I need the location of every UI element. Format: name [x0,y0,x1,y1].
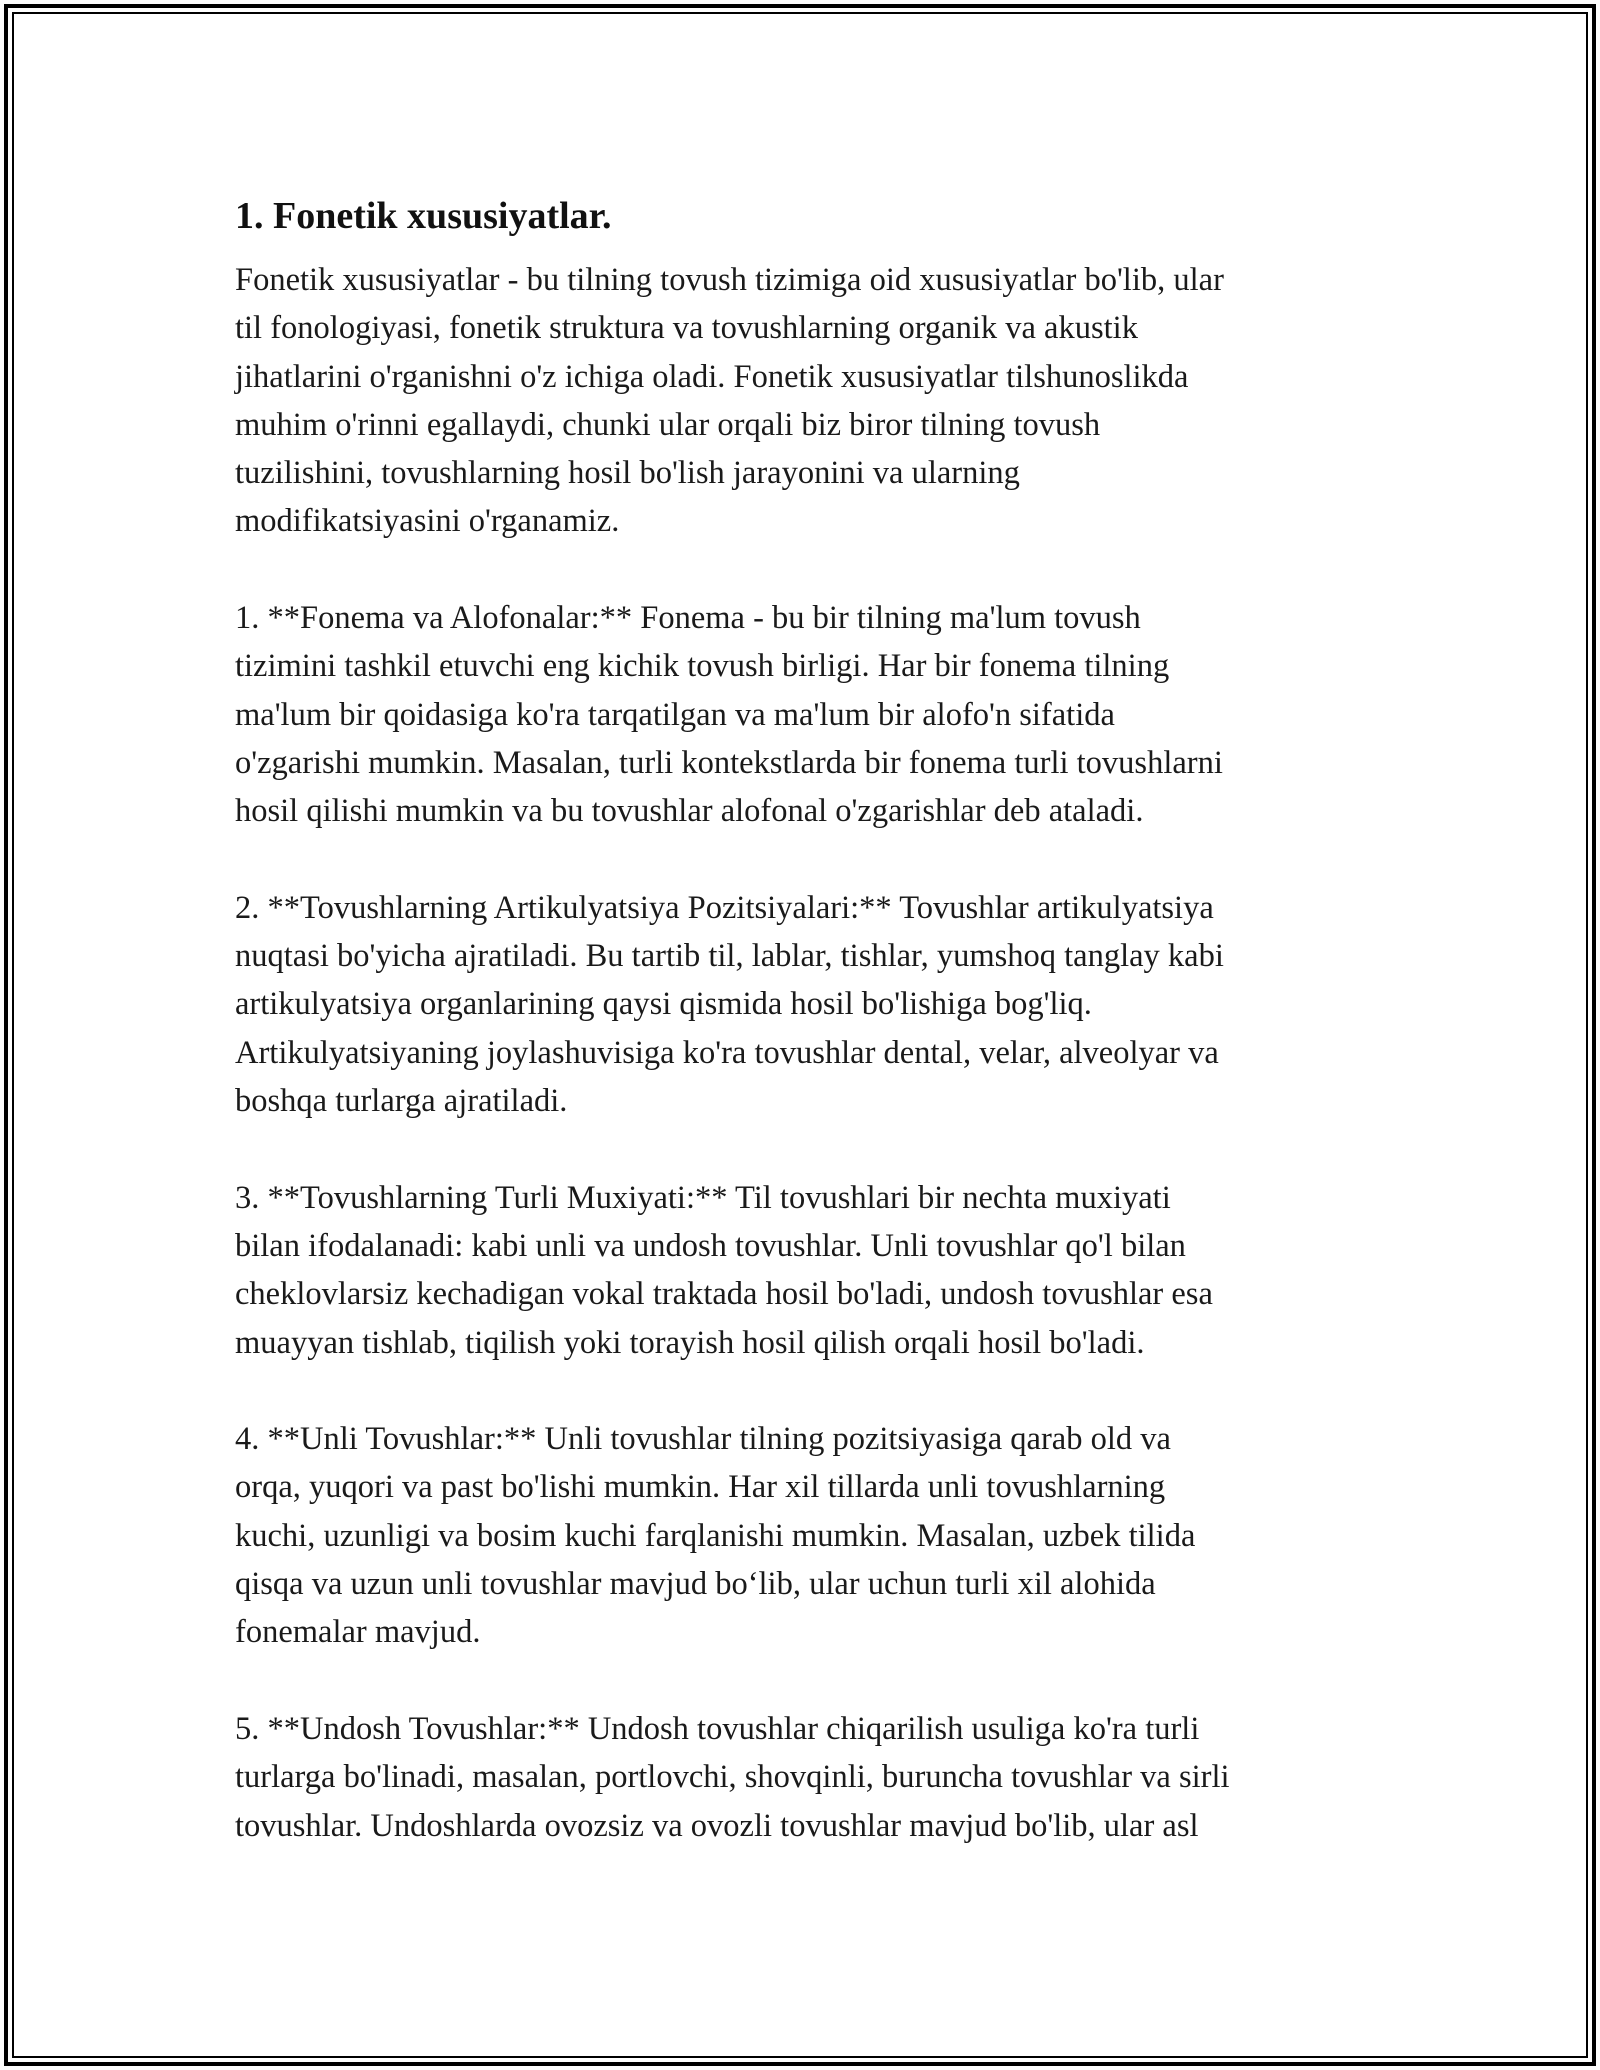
text-line: bilan ifodalanadi: kabi unli va undosh tovushlar. Unli tovushlar qo'l bilan [235,1227,1186,1264]
paragraph-artikulyatsiya [235,884,1365,1125]
paragraph-undosh [235,1705,1365,1850]
text-line: muayyan tishlab, tiqilish yoki torayish hosil qilish orqali hosil bo'ladi. [235,1324,1145,1361]
paragraph-unli [235,1415,1365,1656]
text-line: turlarga bo'linadi, masalan, portlovchi, shovqinli, buruncha tovushlar va sirli [235,1759,1230,1796]
text-line: modifikatsiyasini o'rganamiz. [235,503,620,540]
section-heading: 1. Fonetik xususiyatlar. [235,195,612,237]
text-line: cheklovlarsiz kechadigan vokal traktada hosil bo'ladi, undosh tovushlar esa [235,1276,1213,1313]
text-line: fonemalar mavjud. [235,1614,481,1651]
text-line: Artikulyatsiyaning joylashuvisiga ko'ra tovushlar dental, velar, alveolyar va [235,1034,1219,1071]
text-line: ma'lum bir qoidasiga ko'ra tarqatilgan va ma'lum bir alofo'n sifatida [235,696,1115,733]
text-line: muhim o'rinni egallaydi, chunki ular orqali biz biror tilning tovush [235,406,1101,443]
text-line: Fonetik xususiyatlar - bu tilning tovush tizimiga oid xususiyatlar bo'lib, ular [235,262,1224,298]
text-line: kuchi, uzunligi va bosim kuchi farqlanishi mumkin. Masalan, uzbek tilida [235,1517,1196,1554]
text-line: 1. **Fonema va Alofonalar:** Fonema - bu bir tilning ma'lum tovush [235,600,1141,637]
text-line: o'zgarishi mumkin. Masalan, turli kontekstlarda bir fonema turli tovushlarni [235,744,1223,781]
text-line: til fonologiyasi, fonetik struktura va tovushlarning organik va akustik [235,310,1138,347]
text-line: tovushlar. Undoshlarda ovozsiz va ovozli tovushlar mavjud bo'lib, ular asl [235,1807,1199,1844]
text-line: tizimini tashkil etuvchi eng kichik tovush birligi. Har bir fonema tilning [235,648,1170,685]
text-line: nuqtasi bo'yicha ajratiladi. Bu tartib til, lablar, tishlar, yumshoq tanglay kabi [235,938,1224,975]
text-line: 3. **Tovushlarning Turli Muxiyati:** Til tovushlari bir nechta muxiyati [235,1179,1171,1216]
text-line: 5. **Undosh Tovushlar:** Undosh tovushlar chiqarilish usuliga ko'ra turli [235,1710,1200,1747]
text-line: tuzilishini, tovushlarning hosil bo'lish jarayonini va ularning [235,455,1020,492]
text-line: artikulyatsiya organlarining qaysi qismida hosil bo'lishiga bog'liq. [235,986,1092,1023]
text-line: qisqa va uzun unli tovushlar mavjud bo‘lib, ular uchun turli xil alohida [235,1566,1156,1603]
text-line: orqa, yuqori va past bo'lishi mumkin. Har xil tillarda unli tovushlarning [235,1469,1166,1506]
paragraph-muxiyati [235,1174,1365,1367]
document-body [235,188,1365,1898]
paragraph-fonema [235,594,1365,835]
text-line: 2. **Tovushlarning Artikulyatsiya Pozitsiyalari:** Tovushlar artikulyatsiya [235,889,1214,926]
text-line: hosil qilishi mumkin va bu tovushlar alofonal o'zgarishlar deb ataladi. [235,793,1144,830]
text-line: jihatlarini o'rganishni o'z ichiga oladi. Fonetik xususiyatlar tilshunoslikda [235,358,1189,395]
text-line: 4. **Unli Tovushlar:** Unli tovushlar tilning pozitsiyasiga qarab old va [235,1421,1171,1458]
text-line: boshqa turlarga ajratiladi. [235,1083,568,1120]
paragraph-intro [235,256,1365,546]
